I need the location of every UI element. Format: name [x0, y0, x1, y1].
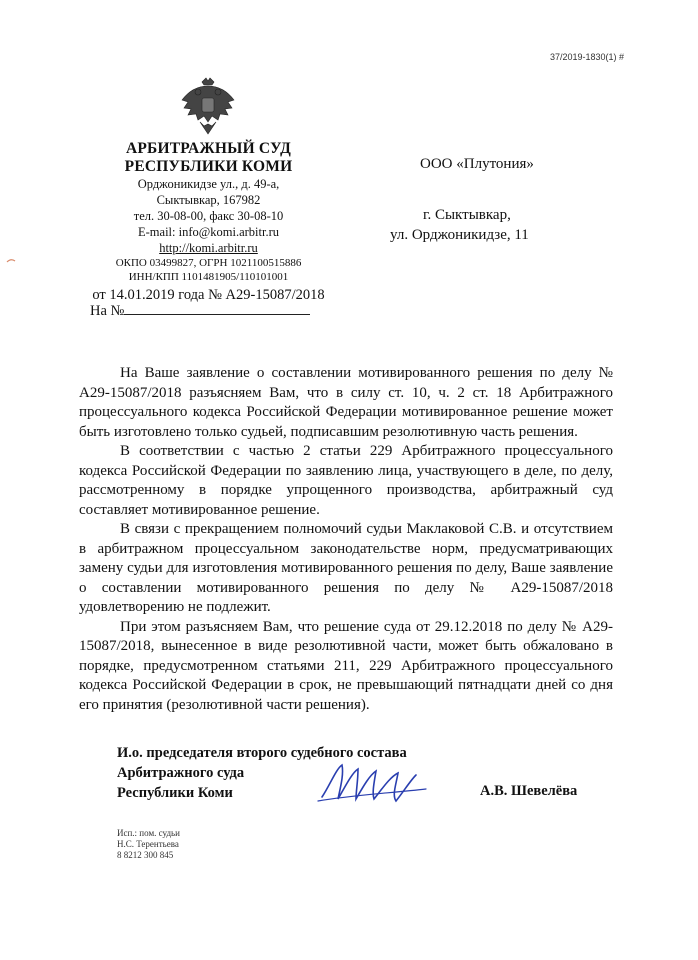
executor-line2: Н.С. Терентьева: [117, 839, 179, 849]
court-address-line2: Сыктывкар, 167982: [156, 193, 261, 207]
body-paragraph-2: В соответствии с частью 2 статьи 229 Арбитражного процессуального кодекса Российской Федерации по заявлению лица, участвующего в деле, по делу, рассмотренному в порядке упрощенного производства, арбитражный суд составляет мотивированное решение.: [79, 443, 613, 518]
body-paragraph-1: На Ваше заявление о составлении мотивированного решения по делу № А29-15087/2018 разъясняем Вам, что в силу ст. 10, ч. 2 ст. 18 Арбитражного процессуального кодекса Российской Федерации мотивированное решение может быть изготовлено только судьей, подписавшим резолютивную часть решения.: [79, 365, 613, 440]
recipient-org: ООО «Плутония»: [420, 156, 534, 172]
document-number: 37/2019-1830(1) #: [549, 52, 624, 62]
margin-mark: [6, 258, 16, 264]
executor-phone: 8 8212 300 845: [117, 850, 174, 860]
on-number-blank: [124, 302, 310, 315]
coat-of-arms-emblem: [176, 76, 240, 140]
recipient-block: [390, 154, 534, 245]
reference-line: от 14.01.2019 года № А29-15087/2018: [92, 287, 325, 303]
handwritten-signature: [312, 755, 432, 810]
recipient-city: г. Сыктывкар,: [423, 207, 511, 223]
letter-body: [79, 364, 613, 715]
court-inn: ИНН/КПП 1101481905/110101001: [128, 271, 289, 283]
court-okpo: ОКПО 03499827, ОГРН 1021100515886: [115, 257, 302, 269]
on-number-label: На №: [90, 303, 125, 319]
court-email[interactable]: E-mail: info@komi.arbitr.ru: [138, 225, 279, 239]
court-name-line1: АРБИТРАЖНЫЙ СУД: [126, 140, 291, 157]
court-website-link[interactable]: http://komi.arbitr.ru: [159, 241, 258, 255]
executor-block: [117, 828, 180, 861]
signatory-line1: И.о. председателя второго судебного состава: [117, 745, 407, 761]
court-address-line1: Орджоникидзе ул., д. 49-а,: [137, 177, 280, 191]
body-paragraph-4: При этом разъясняем Вам, что решение суда от 29.12.2018 по делу № А29-15087/2018, вынесенное в виде резолютивной части, может быть обжаловано в порядке, предусмотренном статьями 211, 229 Арбитражного процессуального кодекса Российской Федерации в срок, не превышающий пятнадцати дней со дня его принятия (резолютивной части решения).: [79, 618, 613, 713]
signatory-line3: Республики Коми: [117, 785, 233, 801]
signatory-name: А.В. Шевелёва: [480, 783, 578, 799]
court-phone: тел. 30-08-00, факс 30-08-10: [133, 209, 284, 223]
signatory-line2: Арбитражного суда: [117, 765, 245, 781]
court-header: [80, 140, 337, 304]
on-number-line: [90, 302, 310, 320]
court-name-line2: РЕСПУБЛИКИ КОМИ: [124, 158, 293, 175]
body-paragraph-3: В связи с прекращением полномочий судьи Маклаковой С.В. и отсутствием в арбитражном процессуальном законодательстве норм, предусматривающих замену судьи для изготовления мотивированного решения по делу, Ваше заявление о составлении мотивированного решения по делу № А29-15087/2018 удовлетворению не подлежит.: [79, 521, 613, 615]
executor-line1: Исп.: пом. судьи: [117, 828, 180, 838]
recipient-street: ул. Орджоникидзе, 11: [390, 227, 529, 243]
